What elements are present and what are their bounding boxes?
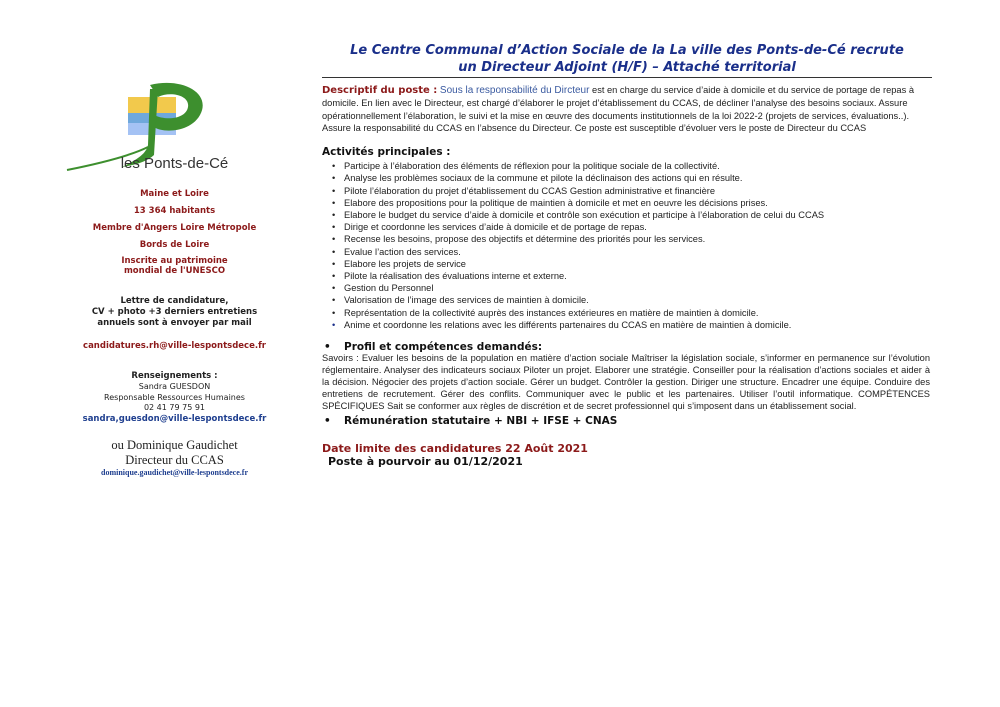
description-label: Descriptif du poste : [322,85,438,96]
sidebar [62,75,287,477]
profile-heading-text: Profil et compétences demandés: [344,341,543,354]
application-email-link[interactable]: candidatures.rh@ville-lespontsdece.fr [83,341,266,351]
list-item: • Anime et coordonne les relations avec les différents partenaires du CCAS en matière de maintien à domicile. [322,319,904,331]
unesco-text-1: Inscrite au patrimoine [121,256,228,266]
apply-instructions-3: annuels sont à envoyer par mail [97,318,252,328]
deadline-text: Date limite des candidatures 22 Août 2021 [322,441,588,455]
list-item: • Dirige et coordonne les services d’aide à domicile et de portage de repas. [322,221,904,233]
profile-heading [322,341,932,353]
remuneration [322,415,932,427]
title-line-2: un Directeur Adjoint (H/F) – Attaché territorial [458,60,796,75]
description-text: est en charge du service d’aide à domicile et du service de portage de repas à domicile. En lien avec le Directeur, est chargé d’élaborer le projet d’établissement du CCAS, de décliner l’analyse des besoins sociaux. Assure opérationnellement l’élaboration, le suivi et la mise en œuvre des documents institutionnels de la loi 2022-2 (projets de services, évaluations..). Assure la responsabilité du CCAS en l’absence du Directeur. Ce poste est susceptible d’évoluer vers le poste de Directeur du CCAS [322,85,914,133]
apply-instructions-1: Lettre de candidature, [120,296,229,306]
contact-role: Responsable Ressources Humaines [104,392,245,402]
contact-phone: 02 41 79 75 91 [143,403,206,412]
alt-contact-name: ou Dominique Gaudichet [111,437,238,452]
list-item: • Gestion du Personnel [322,282,904,294]
profile-text: Savoirs : Evaluer les besoins de la population en matière d’action sociale Maîtriser la législation sociale, s’informer en permanence sur l’évolution réglementaire. Analyser des indicateurs sociaux Piloter un projet. Elaborer une stratégie. Conseiller pour la réalisation d’actions sociales et aider à la décision. Négocier des projets d’action sociale. Gérer un budget. Contrôler la gestion. Diriger une structure. Encadrer une équipe. Conduire des entretiens de recrutement. Gérer des conflits. Communiquer avec le public et les partenaires. Utiliser l’outil informatique. COMPÉTENCES SPÉCIFIQUES Sait se conformer aux règles de discrétion et de secret professionnel qui s’imposent dans un établissement social. [322,353,930,411]
remuneration-text: Rémunération statutaire + NBI + IFSE + CNAS [344,414,618,427]
list-item: • Elabore le budget du service d’aide à domicile et contrôle son exécution et participe à l’élaboration de celui du CCAS [322,209,904,221]
info-title: Renseignements : [131,371,218,381]
list-item: • Recense les besoins, propose des objectifs et détermine des priorités pour les services. [322,233,904,245]
list-item: • Participe à l’élaboration des éléments de réflexion pour la politique sociale de la collectivité. [322,160,904,172]
activities-heading: Activités principales : [322,146,451,159]
main-content [322,42,932,468]
list-item: • Elabore des propositions pour la politique de maintien à domicile et met en oeuvre les décisions prises. [322,197,904,209]
title-line-1: Le Centre Communal d’Action Sociale de la La ville des Ponts-de-Cé recrute [350,43,904,58]
logo-p-icon [62,75,287,190]
logo-wordmark: les Ponts-de-Cé [120,155,229,172]
list-item: • Représentation de la collectivité auprès des instances extérieures en matière de maintien à domicile. [322,307,904,319]
description-lead: Sous la responsabilité du Dircteur [439,85,590,96]
page-title [322,42,932,78]
list-item: • Analyse les problèmes sociaux de la commune et pilote la déclinaison des actions qui en résulte. [322,172,904,184]
bullet-icon: • [324,341,331,354]
activities-list [322,160,932,331]
job-description [322,84,932,134]
contact-name: Sandra GUESDON [138,382,211,391]
alt-contact-role: Directeur du CCAS [125,452,224,467]
list-item: • Evalue l’action des services. [322,246,904,258]
contact-email-link[interactable]: sandra,guesdon@ville-lespontsdece.fr [82,413,267,424]
list-item: • Pilote la réalisation des évaluations interne et externe. [322,270,904,282]
bullet-icon: • [324,414,331,427]
list-item: • Elabore les projets de service [322,258,904,270]
city-logo [62,75,287,190]
region-text: Maine et Loire [140,189,209,199]
member-text: Membre d'Angers Loire Métropole [92,223,257,233]
location-text: Bords de Loire [139,240,210,250]
list-item: • Valorisation de l’image des services de maintien à domicile. [322,294,904,306]
alt-contact-email-link[interactable]: dominique.gaudichet@ville-lespontsdece.fr [101,467,248,477]
start-date-text: Poste à pourvoir au 01/12/2021 [328,454,523,468]
apply-instructions-2: CV + photo +3 derniers entretiens [91,307,258,317]
population-text: 13 364 habitants [133,206,216,216]
unesco-text-2: mondial de l'UNESCO [123,266,226,276]
list-item: • Pilote l’élaboration du projet d’établissement du CCAS Gestion administrative et financière [322,185,904,197]
